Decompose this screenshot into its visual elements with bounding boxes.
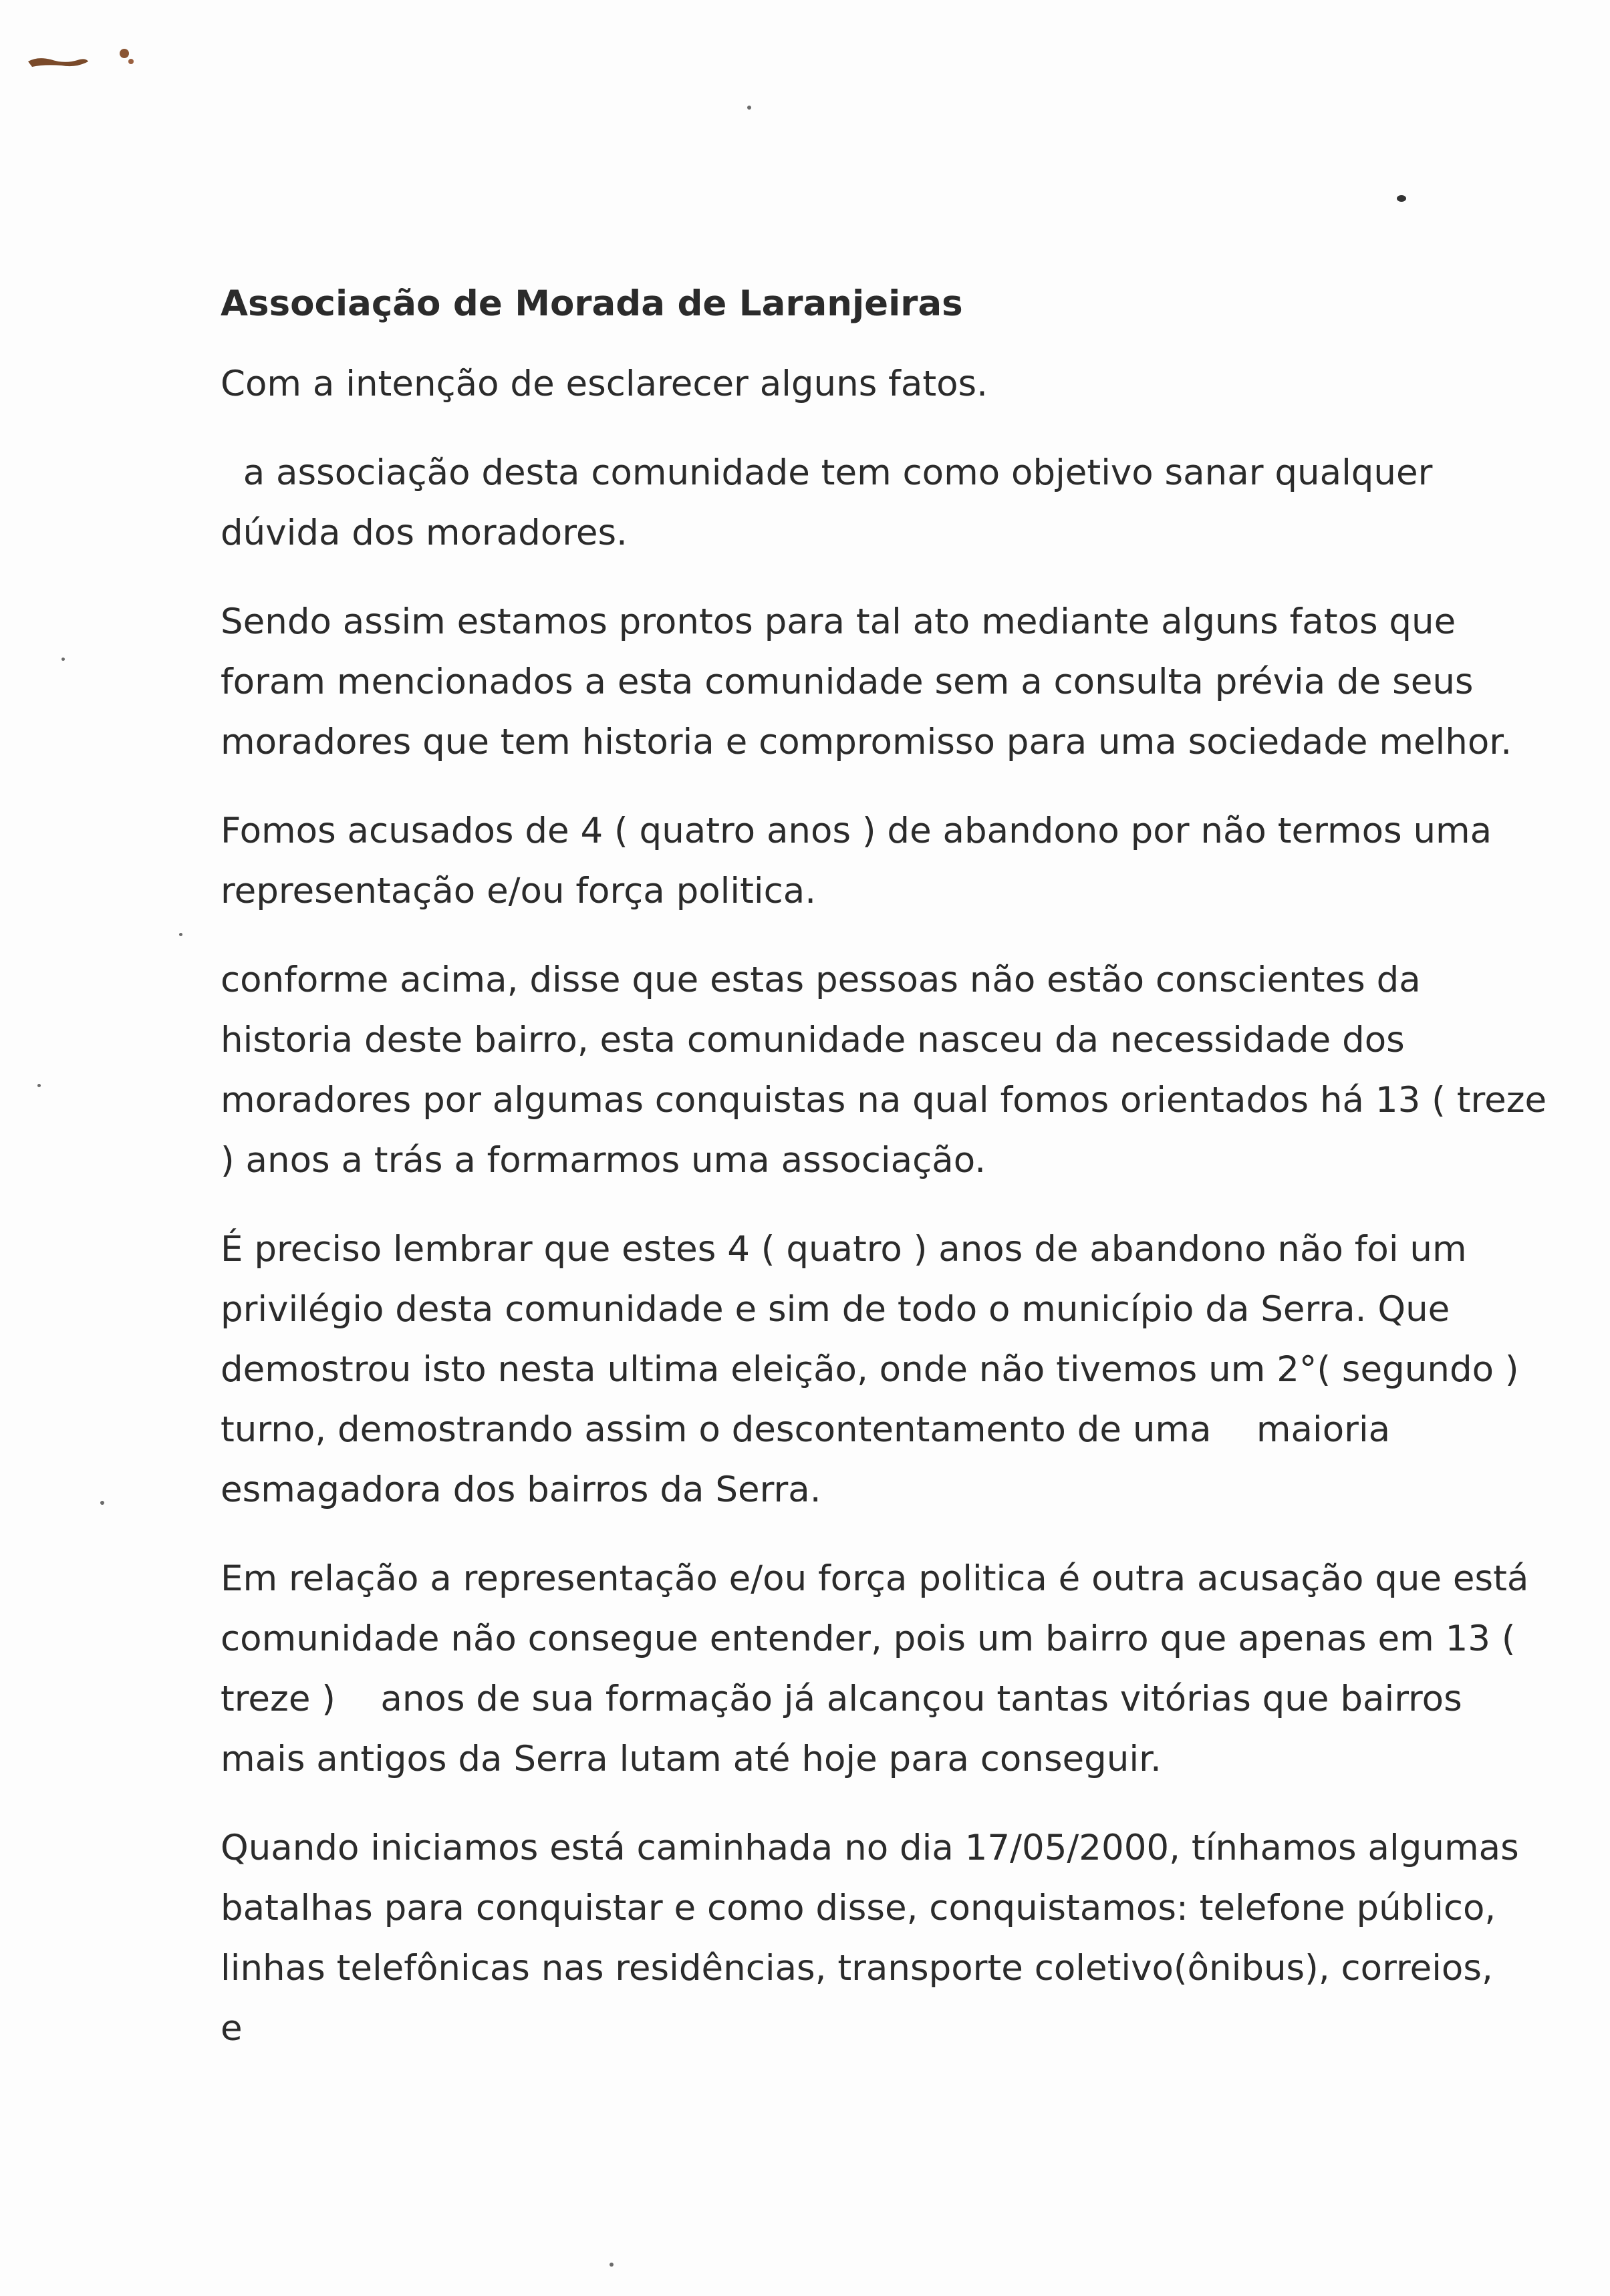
letter-body [221,281,1558,2059]
dust-speck [37,1084,41,1087]
paragraph: Sendo assim estamos prontos para tal ato mediante alguns fatos que foram mencionados a esta comunidade sem a consulta prévia de seus moradores que tem historia e compromisso para uma sociedade melhor. [221,601,1512,762]
paragraph: Em relação a representação e/ou força politica é outra acusação que está comunidade não consegue entender, pois um bairro que apenas em 13 ( treze ) anos de sua formação já alcançou tantas vitórias que bairros mais antigos da Serra lutam até hoje para conseguir. [221,1558,1540,1779]
dust-speck [100,1501,104,1505]
dust-speck [610,2263,614,2267]
dust-speck [747,106,751,110]
dust-speck [1397,195,1406,202]
paragraph: É preciso lembrar que estes 4 ( quatro ) anos de abandono não foi um privilégio desta comunidade e sim de todo o município da Serra. Que demostrou isto nesta ultima eleição, onde não tivemos um 2°( segundo ) turno, demostrando assim o descontentamento de uma maioria esmagadora dos bairros da Serra. [221,1229,1530,1510]
paragraph: conforme acima, disse que estas pessoas não estão conscientes da historia deste bairro, esta comunidade nasceu da necessidade dos moradores por algumas conquistas na qual fomos orientados há 13 ( treze ) anos a trás a formarmos uma associação. [221,960,1558,1181]
ink-blot-mark [24,41,144,82]
dust-speck [61,658,65,661]
paragraph: a associação desta comunidade tem como objetivo sanar qualquer dúvida dos moradores. [221,452,1444,553]
paragraph: Quando iniciamos está caminhada no dia 17/05/2000, tínhamos algumas batalhas para conquistar e como disse, conquistamos: telefone público, linhas telefônicas nas residências, transporte coletivo(ônibus), correios, e [221,1828,1538,2049]
paragraph: Com a intenção de esclarecer alguns fatos. [221,364,988,404]
document-title: Associação de Morada de Laranjeiras [221,283,963,324]
paragraph: Fomos acusados de 4 ( quatro anos ) de abandono por não termos uma representação e/ou força politica. [221,811,1504,911]
dust-speck [179,933,182,936]
